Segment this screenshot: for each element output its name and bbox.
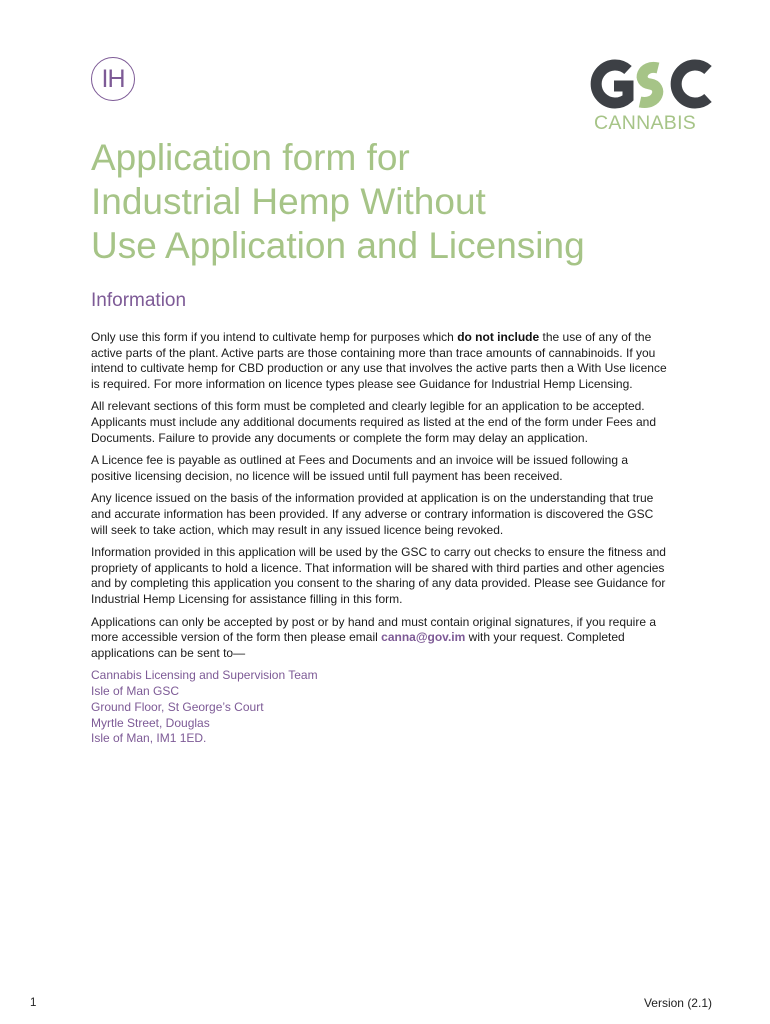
page-number: 1 [30,997,37,1009]
paragraph-purpose [91,330,669,392]
address-line: Cannabis Licensing and Supervision Team [91,668,318,683]
address-line: Myrtle Street, Douglas [91,715,210,730]
information-content [91,330,669,747]
address-line: Isle of Man, IM1 1ED. [91,731,207,746]
paragraph-accuracy: Any licence issued on the basis of the information provided at application is on the understanding that true and accurate information has been provided. If any adverse or contrary information is discovered the GSC will seek to take action, which may result in any issued licence being revoked. [91,491,654,537]
email-link[interactable]: canna@gov.im [381,630,466,645]
address-line: Ground Floor, St George’s Court [91,699,264,714]
postal-address [91,668,669,747]
p1-text-after: the use of any of the active parts of the plant. Active parts are those containing more than trace amounts of cannabinoids. If you intend to cultivate hemp for CBD production or any use that involves the active parts then a With Use licence is required. For more information on licence types please see Guidance for Industrial Hemp Licensing. [91,330,667,391]
paragraph-completion: All relevant sections of this form must be completed and clearly legible for an application to be accepted. Applicants must include any additional documents required as listed at the end of the form under Fees and Documents. Failure to provide any documents or complete the form may delay an application. [91,399,657,445]
gsc-cannabis-logo [588,56,712,135]
page-title [91,136,711,268]
paragraph-fee: A Licence fee is payable as outlined at Fees and Documents and an invoice will be issued following a positive licensing decision, no licence will be issued until full payment has been received. [91,453,628,483]
ih-badge: IH [91,57,135,101]
paragraph-data-use: Information provided in this application will be used by the GSC to carry out checks to ensure the fitness and propriety of applicants to hold a licence. That information will be shared with third parties and other agencies and by completing this application you consent to the sharing of any data provided. Please see Guidance for Industrial Hemp Licensing for assistance filling in this form. [91,545,666,606]
title-line-2: Industrial Hemp Without [91,181,486,222]
section-heading-information: Information [91,290,187,311]
emphasis-do-not-include: do not include [457,330,540,344]
title-line-3: Use Application and Licensing [91,225,585,266]
gsc-logo-mark [588,56,712,112]
p6-text-before: Applications can only be accepted by post or by hand and must contain original signatures, if you require a more accessible version of the form then please email [91,614,657,645]
logo-subtitle: CANNABIS [594,112,697,134]
p1-text-before: Only use this form if you intend to cultivate hemp for purposes which [91,330,458,344]
address-line: Isle of Man GSC [91,684,180,699]
p6-text-after: with your request. Completed applications can be sent to— [91,630,625,660]
paragraph-submission [91,615,669,662]
title-line-1: Application form for [91,137,410,178]
version-label: Version (2.1) [643,996,712,1010]
